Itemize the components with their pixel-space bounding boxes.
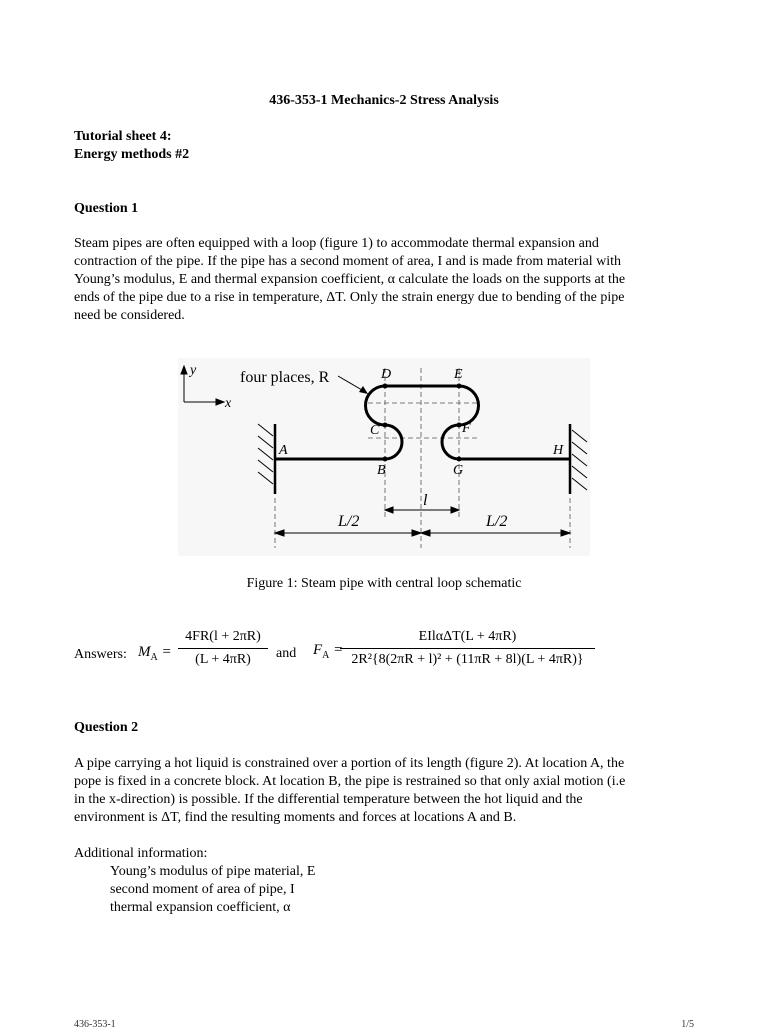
point-label-h: H — [553, 443, 564, 458]
tutorial-title: Tutorial sheet 4: — [74, 129, 172, 144]
fa-symbol: $F_A$ = — [313, 642, 344, 661]
point-label-d: D — [381, 367, 392, 382]
fa-numerator: EIlαΔT(L + 4πR) — [418, 629, 517, 644]
dimension-half-span — [275, 530, 570, 536]
fa-subscript: A — [322, 650, 330, 661]
radius-label: four places, R — [240, 369, 330, 386]
figure-1-caption: Figure 1: Steam pipe with central loop schematic — [246, 576, 522, 591]
question-1-line: ends of the pipe due to a rise in temperature, ΔT. Only the strain energy due to bending of the pipe — [74, 290, 625, 305]
radius-arrowhead — [359, 386, 368, 394]
question-1-text — [74, 235, 694, 325]
pipe-path — [275, 386, 570, 459]
dimension-l — [385, 507, 459, 513]
ma-fraction — [178, 628, 268, 669]
figure-1 — [178, 358, 590, 556]
point-label-e: E — [454, 367, 463, 382]
axis-x-label: x — [225, 396, 232, 411]
ma-subscript: A — [150, 652, 158, 663]
additional-info-list — [110, 863, 315, 917]
right-support-wall — [570, 424, 587, 494]
footer-course-code: 436-353-1 — [74, 1019, 116, 1030]
dimension-right-label: L/2 — [486, 513, 508, 530]
fa-fraction — [340, 628, 595, 669]
point-label-f: F — [462, 421, 471, 436]
radius-leader — [338, 376, 362, 390]
answers-label: Answers: — [74, 647, 127, 662]
ma-denominator: (L + 4πR) — [195, 652, 251, 667]
question-2-line: pope is fixed in a concrete block. At location B, the pipe is restrained so that only axial motion (i.e — [74, 774, 626, 789]
point-label-c: C — [370, 423, 380, 438]
steam-pipe-diagram — [178, 358, 590, 556]
additional-info-item: Young’s modulus of pipe material, E — [110, 864, 316, 879]
left-support-wall — [258, 424, 275, 494]
question-2-line: A pipe carrying a hot liquid is constrained over a portion of its length (figure 2). At location A, the — [74, 756, 625, 771]
question-1-line: need be considered. — [74, 308, 185, 323]
additional-info-item: second moment of area of pipe, I — [110, 882, 295, 897]
answers-and: and — [276, 646, 297, 661]
question-1-line: Young’s modulus, E and thermal expansion coefficient, α calculate the loads on the supports at the — [74, 272, 626, 287]
dimension-l-label: l — [423, 492, 428, 509]
question-2-line: environment is ΔT, find the resulting moments and forces at locations A and B. — [74, 810, 517, 825]
document-title: 436-353-1 Mechanics-2 Stress Analysis — [269, 93, 499, 108]
ma-numerator: 4FR(l + 2πR) — [185, 629, 261, 644]
dimension-left-label: L/2 — [338, 513, 360, 530]
question-2-line: in the x-direction) is possible. If the differential temperature between the hot liquid and the — [74, 792, 583, 807]
tutorial-subtitle: Energy methods #2 — [74, 147, 190, 162]
footer-page-number: 1/5 — [681, 1019, 694, 1030]
additional-info-label: Additional information: — [74, 846, 208, 861]
question-2-text — [74, 755, 694, 827]
axis-arrows — [181, 366, 224, 405]
ma-letter: M — [138, 644, 151, 660]
fa-letter: F — [313, 642, 323, 658]
point-label-a: A — [279, 443, 288, 458]
question-2-heading: Question 2 — [74, 720, 139, 735]
axis-y-label: y — [190, 363, 197, 378]
point-label-b: B — [377, 463, 386, 478]
additional-info-item: thermal expansion coefficient, α — [110, 900, 291, 915]
point-label-g: G — [453, 463, 464, 478]
ma-symbol: $M_A$ = — [138, 644, 172, 663]
question-1-heading: Question 1 — [74, 201, 139, 216]
pipe-points — [383, 384, 462, 462]
fa-denominator: 2R²{8(2πR + l)² + (11πR + 8l)(L + 4πR)} — [351, 652, 584, 667]
question-1-line: Steam pipes are often equipped with a loop (figure 1) to accommodate thermal expansion and — [74, 236, 599, 251]
question-1-line: contraction of the pipe. If the pipe has a second moment of area, I and is made from material with — [74, 254, 621, 269]
